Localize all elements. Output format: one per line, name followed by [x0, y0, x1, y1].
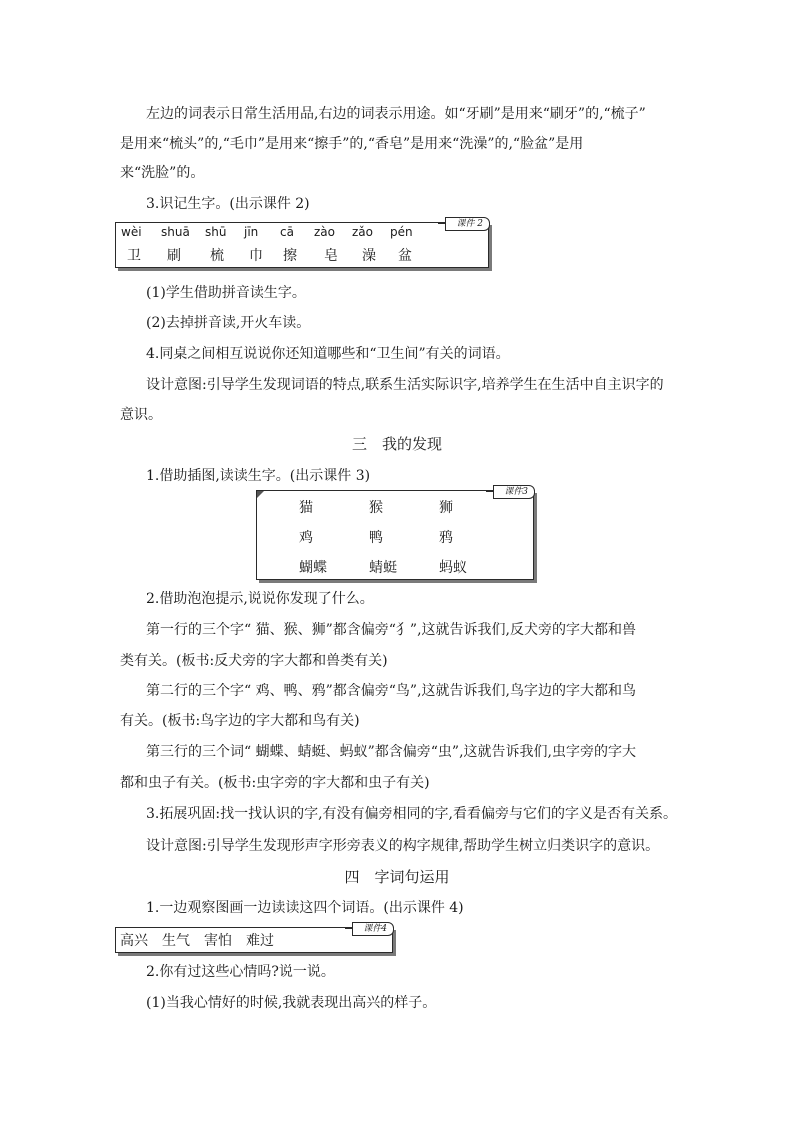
- word-cell: 蝴蝶: [299, 560, 327, 576]
- pinyin-8: pén: [390, 225, 413, 239]
- char-5: 擦: [283, 248, 297, 264]
- paragraph-line: 左边的词表示日常生活用品,右边的词表示用途。如“牙刷”是用来“刷牙”的,“梳子”: [146, 106, 646, 122]
- paragraph-line: 意识。: [120, 407, 162, 423]
- step-4-heading: 4.同桌之间相互说说你还知道哪些和“卫生间”有关的词语。: [146, 346, 510, 362]
- step-2-heading: 2.你有过这些心情吗?说一说。: [146, 964, 335, 980]
- char-cell: 鸦: [439, 530, 453, 546]
- step-1-heading: 1.借助插图,读读生字。(出示课件 3): [146, 468, 371, 484]
- paragraph-line: 第二行的三个字“ 鸡、鸭、鸦”都含偏旁“鸟”,这就告诉我们,鸟字边的字大都和鸟: [146, 683, 636, 699]
- char-2: 刷: [167, 248, 181, 264]
- courseware-2-tag: 课件 2: [445, 217, 490, 231]
- section-heading-3: 三 我的发现: [351, 435, 442, 453]
- word-cell: 蜻蜓: [369, 560, 397, 576]
- pinyin-2: shuā: [161, 225, 190, 239]
- pinyin-6: zào: [314, 225, 335, 239]
- pinyin-5: cā: [280, 225, 294, 239]
- paragraph-line: 来“洗脸”的。: [120, 165, 205, 181]
- pinyin-3: shū: [205, 225, 227, 239]
- paragraph-line: 第三行的三个词“ 蝴蝶、蜻蜓、蚂蚁”都含偏旁“虫”,这就告诉我们,虫字旁的字大: [146, 744, 636, 760]
- paragraph-line: 第一行的三个字“ 猫、猴、狮”都含偏旁“犭”,这就告诉我们,反犬旁的字大都和兽: [146, 622, 636, 638]
- char-8: 盆: [398, 248, 412, 264]
- char-1: 卫: [127, 248, 141, 264]
- section-heading-4: 四 字词句运用: [344, 868, 450, 886]
- courseware-4-tag: 课件4: [352, 922, 394, 936]
- courseware-3-tag: 课件3: [493, 485, 535, 499]
- courseware-3-box: [256, 487, 534, 580]
- pinyin-1: wèi: [121, 225, 142, 239]
- design-intent-line: 设计意图:引导学生发现形声字形旁表义的构字规律,帮助学生树立归类识字的意识。: [146, 838, 660, 854]
- pinyin-7: zǎo: [352, 225, 373, 239]
- pinyin-4: jīn: [244, 225, 259, 239]
- step-2-heading: 2.借助泡泡提示,说说你发现了什么。: [146, 591, 374, 607]
- char-cell: 鸭: [369, 530, 383, 546]
- emotion-words: 高兴 生气 害怕 难过: [120, 933, 274, 949]
- courseware-2-box: [115, 219, 489, 268]
- paragraph-line: 都和虫子有关。(板书:虫字旁的字大都和虫子有关): [120, 775, 430, 791]
- paragraph-line: (2)去掉拼音读,开火车读。: [146, 315, 311, 331]
- paragraph-line: 类有关。(板书:反犬旁的字大都和兽类有关): [120, 653, 388, 669]
- step-1-heading: 1.一边观察图画一边读读这四个词语。(出示课件 4): [146, 900, 464, 916]
- char-7: 澡: [362, 248, 376, 264]
- courseware-4-box: [115, 924, 393, 953]
- char-cell: 鸡: [299, 530, 313, 546]
- paragraph-line: (1)当我心情好的时候,我就表现出高兴的样子。: [146, 995, 437, 1011]
- step-3-heading: 3.拓展巩固:找一找认识的字,有没有偏旁相同的字,看看偏旁与它们的字义是否有关系。: [146, 806, 677, 822]
- paragraph-line: 是用来“梳头”的,“毛巾”是用来“擦手”的,“香皂”是用来“洗澡”的,“脸盆”是用: [120, 136, 584, 152]
- char-cell: 狮: [439, 500, 453, 516]
- corner-mark: [257, 491, 264, 498]
- char-3: 梳: [210, 248, 224, 264]
- step-3-heading: 3.识记生字。(出示课件 2): [146, 196, 310, 212]
- paragraph-line: 有关。(板书:鸟字边的字大都和鸟有关): [120, 713, 360, 729]
- paragraph-line: (1)学生借助拼音读生字。: [146, 285, 306, 301]
- word-cell: 蚂蚁: [439, 560, 467, 576]
- char-4: 巾: [249, 248, 263, 264]
- char-cell: 猴: [369, 500, 383, 516]
- char-cell: 猫: [299, 500, 313, 516]
- design-intent-line: 设计意图:引导学生发现词语的特点,联系生活实际识字,培养学生在生活中自主识字的: [146, 377, 664, 393]
- char-6: 皂: [324, 248, 338, 264]
